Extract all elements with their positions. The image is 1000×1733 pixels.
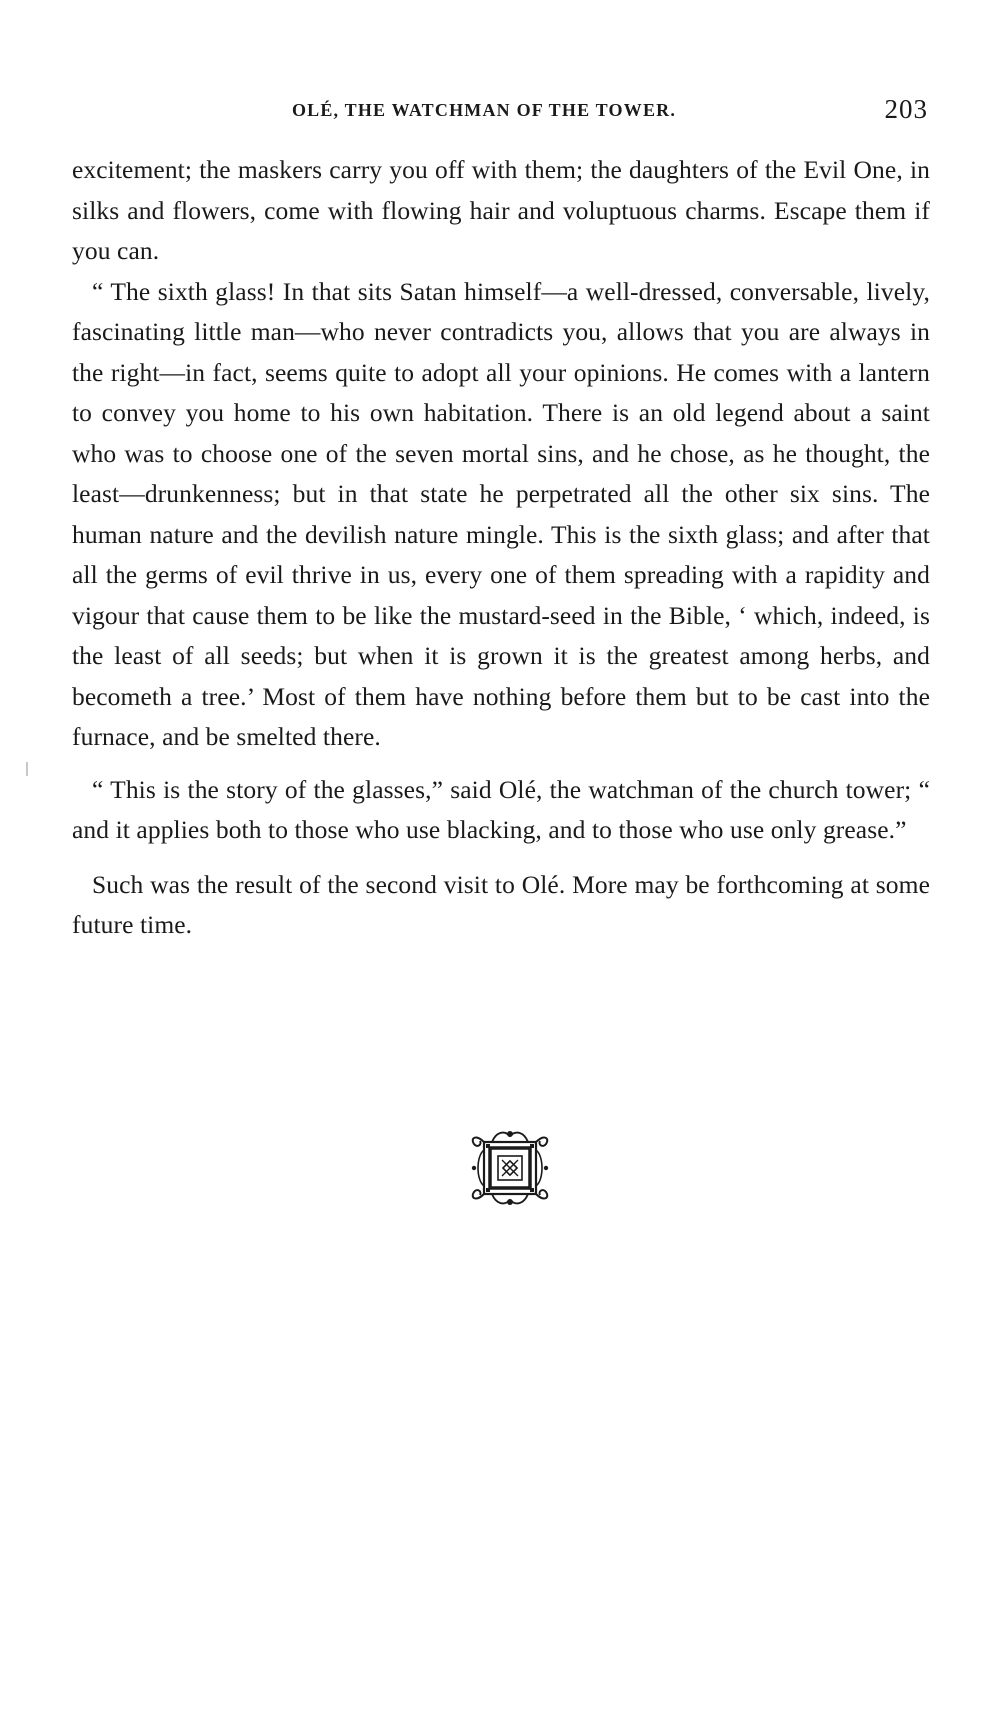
tailpiece-ornament-icon [462, 1120, 558, 1216]
paragraph-story-of-glasses: “ This is the story of the glasses,” said Olé, the watchman of the church tower; “ and it applies both to those who use blacking, and to those who use only grease.” [72, 774, 930, 844]
margin-mark [26, 762, 28, 776]
page-number: 203 [884, 94, 928, 124]
running-head [72, 92, 928, 132]
running-title: OLÉ, THE WATCHMAN OF THE TOWER. [291, 100, 677, 120]
body-text [72, 150, 930, 946]
paragraph-closing: Such was the result of the second visit to Olé. More may be forthcoming at some future time. [72, 869, 930, 939]
paragraph-continued: excitement; the maskers carry you off with them; the daughters of the Evil One, in silks and flowers, come with flowing hair and voluptuous charms. Escape them if you can. [72, 155, 930, 265]
paragraph-sixth-glass: “ The sixth glass! In that sits Satan himself—a well-dressed, conversable, lively, fascinating little man—who never contradicts you, allows that you are always in the right—in fact, seems quite to adopt all your opinions. He comes with a lantern to convey you home to his own habitation. There is an old legend about a saint who was to choose one of the seven mortal sins, and he chose, as he thought, the least—drunkenness; but in that state he perpetrated all the other six sins. The human nature and the devilish nature mingle. This is the sixth glass; and after that all the germs of evil thrive in us, every one of them spreading with a rapidity and vigour that cause them to be like the mustard-seed in the Bible, ‘ which, indeed, is the least of all seeds; but when it is grown it is the greatest among herbs, and becometh a tree.’ Most of them have nothing before them but to be cast into the furnace, and be smelted there. [72, 276, 930, 751]
